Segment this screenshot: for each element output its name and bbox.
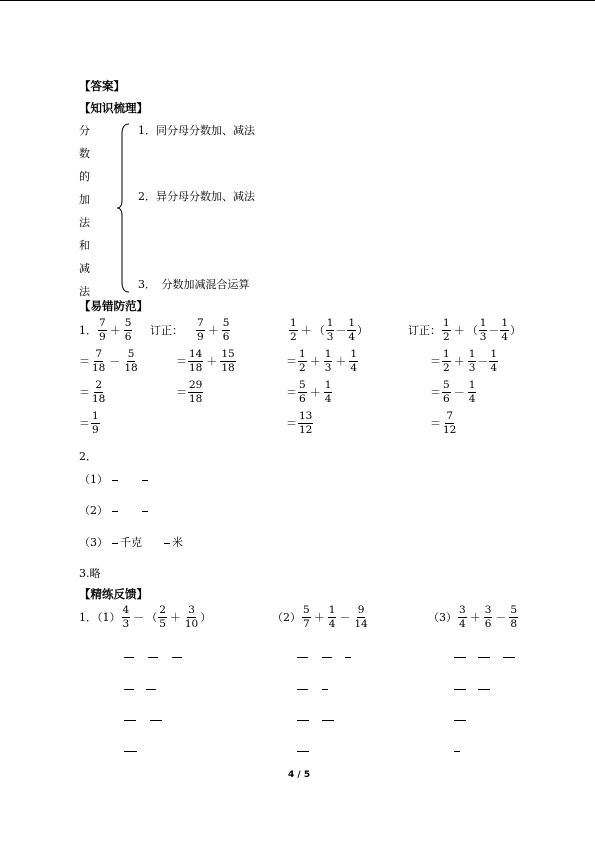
question-number: 1． — [79, 324, 97, 337]
mistakes-heading: 【易错防范】 — [79, 299, 148, 313]
fraction: $\frac{5}{6}$ — [222, 317, 230, 343]
fraction: $\frac{7}{9}$ — [197, 317, 204, 343]
vertical-char: 和 — [79, 239, 90, 252]
mistake-2-result: ＝ $\frac{13}{12}$ — [286, 410, 313, 436]
vertical-char: 法 — [79, 216, 90, 229]
outline-item-2: 2．异分母分数加、减法 — [138, 190, 255, 203]
fraction: $\frac{1}{9}$ — [92, 410, 99, 436]
mistake-1-correction-step-2: ＝ $\frac{29}{18}$ — [176, 379, 203, 405]
question-2-part-3: （3） — [79, 536, 108, 549]
mistake-1-original: 1． $\frac{7}{9}$ ＋ $\frac{5}{6}$ — [79, 317, 132, 343]
fraction: $\frac{5}{6}$ — [124, 317, 132, 343]
fraction: $\frac{2}{18}$ — [92, 379, 106, 405]
vertical-char: 数 — [79, 147, 90, 160]
top-border-line — [0, 0, 595, 1]
blank-dash — [164, 543, 170, 544]
practice-problem-2: （2） $\frac{5}{7}$ ＋ $\frac{1}{4}$ － $\frac{9}{14}$ — [272, 604, 368, 630]
fraction: $\frac{15}{18}$ — [221, 348, 235, 374]
vertical-char: 法 — [79, 285, 90, 298]
fraction: $\frac{5}{6}$ — [443, 379, 450, 405]
blank-dash — [142, 511, 148, 512]
fraction: $\frac{13}{12}$ — [299, 410, 313, 436]
vertical-char: 减 — [79, 262, 90, 275]
mistake-2-correction-result: ＝ $\frac{7}{12}$ — [430, 410, 457, 436]
blank-dash — [142, 480, 148, 481]
outline-item-1: 1．同分母分数加、减法 — [138, 124, 255, 137]
mistake-2-step-1: ＝ $\frac{1}{2}$ ＋ $\frac{1}{3}$ ＋ $\frac{1}{4}$ — [286, 348, 358, 374]
practice-problem-3: （3） $\frac{3}{4}$ ＋ $\frac{3}{6}$ － $\frac{5}{8}$ — [428, 604, 518, 630]
mistake-2-correction: 订正： $\frac{1}{2}$ ＋ （ $\frac{1}{3}$ － $\frac{1}{4}$ ） — [408, 317, 522, 343]
mistake-2-step-2: ＝ $\frac{5}{6}$ ＋ $\frac{1}{4}$ — [286, 379, 332, 405]
fraction: $\frac{3}{6}$ — [484, 604, 492, 630]
vertical-char: 加 — [79, 193, 90, 206]
question-2-label: 2． — [79, 450, 97, 463]
fraction: $\frac{1}{3}$ — [324, 348, 332, 374]
fraction: $\frac{1}{2}$ — [299, 348, 306, 374]
blank-dash — [112, 480, 118, 481]
fraction: $\frac{1}{2}$ — [443, 317, 450, 343]
fraction: $\frac{5}{8}$ — [510, 604, 518, 630]
blank-dash — [112, 543, 118, 544]
fraction: $\frac{5}{18}$ — [124, 348, 138, 374]
fraction: $\frac{1}{4}$ — [328, 604, 336, 630]
fraction: $\frac{1}{4}$ — [490, 348, 498, 374]
question-2-part-2: （2） — [79, 504, 108, 517]
fraction: $\frac{2}{5}$ — [159, 604, 166, 630]
unit-kilogram: 千克 — [120, 536, 142, 549]
outline-item-3: 3． 分数加减混合运算 — [138, 278, 250, 291]
mistake-1-correction: 订正： $\frac{7}{9}$ ＋ $\frac{5}{6}$ — [150, 317, 230, 343]
fraction: $\frac{29}{18}$ — [189, 379, 203, 405]
fraction: $\frac{7}{9}$ — [99, 317, 106, 343]
fraction: $\frac{1}{2}$ — [290, 317, 297, 343]
outline-brace — [114, 122, 134, 294]
fraction: $\frac{1}{2}$ — [443, 348, 450, 374]
mistake-1-correction-step-1: ＝ $\frac{14}{18}$ ＋ $\frac{15}{18}$ — [176, 348, 235, 374]
fraction: $\frac{3}{4}$ — [459, 604, 466, 630]
fraction: $\frac{7}{12}$ — [443, 410, 457, 436]
fraction: $\frac{1}{4}$ — [348, 317, 356, 343]
fraction: $\frac{1}{4}$ — [324, 379, 332, 405]
fraction: $\frac{9}{14}$ — [354, 604, 368, 630]
fraction: $\frac{1}{4}$ — [350, 348, 358, 374]
answer-heading: 【答案】 — [79, 79, 125, 93]
question-2-part-1: （1） — [79, 473, 108, 486]
fraction: $\frac{1}{3}$ — [326, 317, 334, 343]
mistake-2-original: $\frac{1}{2}$ ＋ （ $\frac{1}{3}$ － $\frac{1}{4}$ ） — [290, 317, 369, 343]
knowledge-heading: 【知识梳理】 — [79, 101, 148, 115]
blank-dash — [112, 511, 118, 512]
fraction: $\frac{4}{3}$ — [122, 604, 130, 630]
fraction: $\frac{1}{3}$ — [479, 317, 487, 343]
fraction: $\frac{7}{18}$ — [92, 348, 106, 374]
mistake-1-step-2: ＝ $\frac{2}{18}$ — [79, 379, 106, 405]
fraction: $\frac{5}{6}$ — [299, 379, 306, 405]
correction-label: 订正： — [150, 324, 183, 337]
practice-heading: 【精练反馈】 — [79, 587, 148, 601]
unit-meter: 米 — [172, 536, 183, 549]
practice-problem-1: 1．（1） $\frac{4}{3}$ － （ $\frac{2}{5}$ ＋ $\frac{3}{10}$ ） — [79, 604, 212, 630]
question-number: （2） — [272, 611, 301, 624]
fraction: $\frac{1}{4}$ — [468, 379, 476, 405]
fraction: $\frac{3}{10}$ — [184, 604, 199, 630]
fraction: $\frac{1}{3}$ — [468, 348, 476, 374]
mistake-1-step-1: ＝ $\frac{7}{18}$ － $\frac{5}{18}$ — [79, 348, 138, 374]
page-number: 4 / 5 — [288, 770, 311, 780]
fraction: $\frac{5}{7}$ — [303, 604, 310, 630]
correction-label: 订正： — [408, 324, 441, 337]
fraction: $\frac{14}{18}$ — [189, 348, 203, 374]
question-number: （3） — [428, 611, 457, 624]
mistake-1-result: ＝ $\frac{1}{9}$ — [79, 410, 99, 436]
mistake-2-correction-step-2: ＝ $\frac{5}{6}$ － $\frac{1}{4}$ — [430, 379, 476, 405]
fraction: $\frac{1}{4}$ — [501, 317, 509, 343]
mistake-2-correction-step-1: ＝ $\frac{1}{2}$ ＋ $\frac{1}{3}$ － $\frac{1}{4}$ — [430, 348, 498, 374]
question-3: 3.略 — [79, 567, 101, 580]
vertical-char: 分 — [79, 124, 90, 137]
vertical-char: 的 — [79, 170, 90, 183]
question-number: 1．（1） — [79, 611, 121, 624]
